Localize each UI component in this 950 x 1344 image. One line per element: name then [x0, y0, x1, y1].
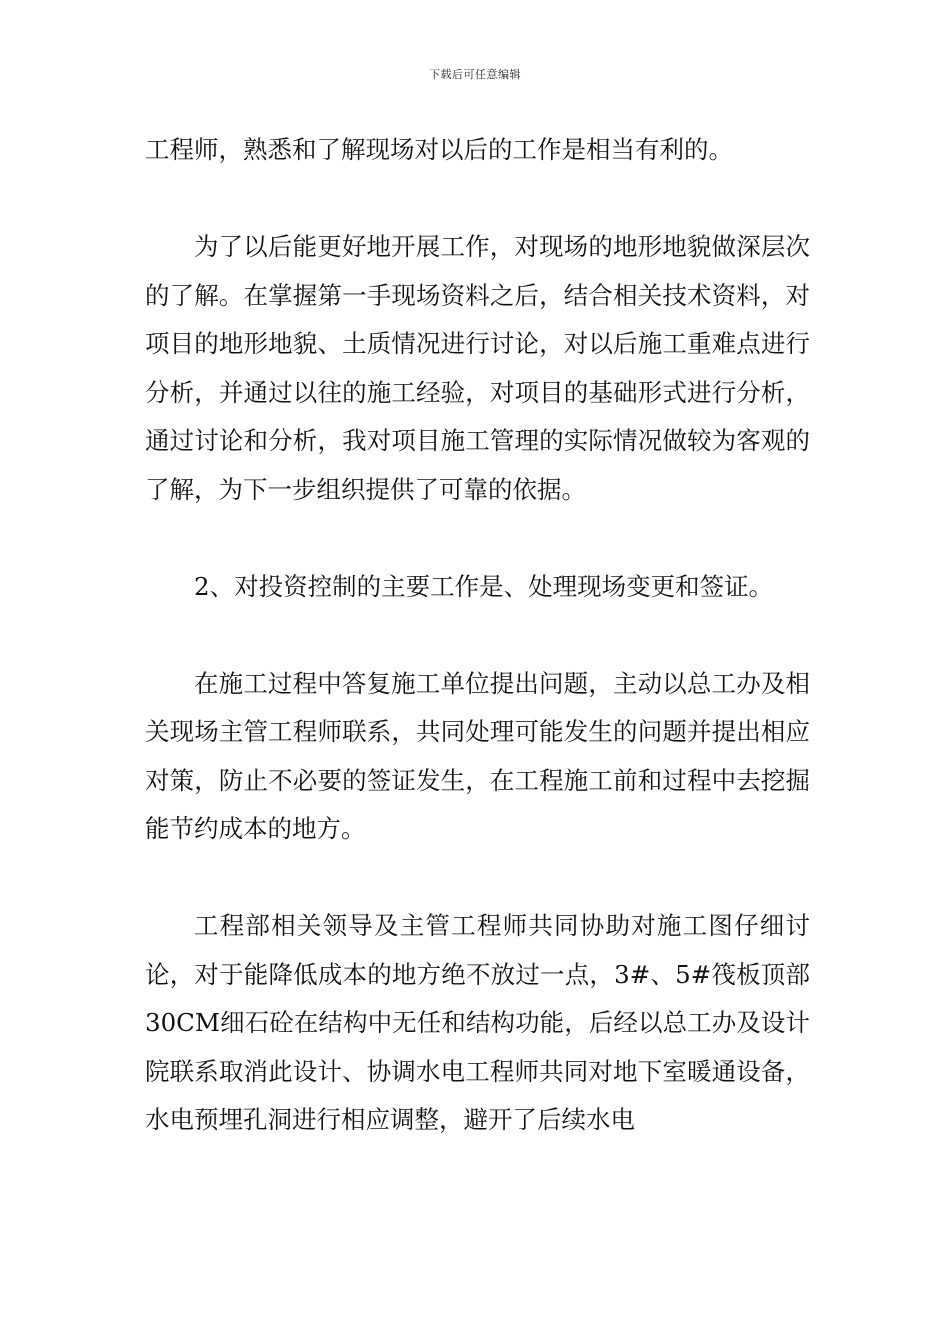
section-heading-investment-control: 2、对投资控制的主要工作是、处理现场变更和签证。: [194, 571, 774, 601]
paragraph-gap: [145, 854, 810, 903]
paragraph-construction-process: 在施工过程中答复施工单位提出问题，主动以总工办及相关现场主管工程师联系，共同处理可能发生的问题并提出相应对策，防止不必要的签证发生，在工程施工前和过程中去挖掘能节约成本的地方。: [145, 668, 810, 843]
paragraph-site-survey: 为了以后能更好地开展工作，对现场的地形地貌做深层次的了解。在掌握第一手现场资料之后，结合相关技术资料，对项目的地形地貌、土质情况进行讨论，对以后施工重难点进行分析，并通过以往的施工经验，对项目的基础形式进行分析，通过讨论和分析，我对项目施工管理的实际情况做较为客观的了解，为下一步组织提供了可靠的依据。: [145, 232, 810, 504]
document-body: [145, 126, 810, 1145]
paragraph-gap: [145, 514, 810, 563]
page-header: 下载后可任意编辑: [429, 68, 521, 81]
paragraph-continuation: 工程师，熟悉和了解现场对以后的工作是相当有利的。: [145, 135, 733, 164]
paragraph-gap: [145, 175, 810, 224]
paragraph-cost-reduction: 工程部相关领导及主管工程师共同协助对施工图仔细讨论，对于能降低成本的地方绝不放过一点，3#、5#筏板顶部30CM细石砼在结构中无任和结构功能，后经以总工办及设计院联系取消此设计、协调水电工程师共同对地下室暖通设备，水电预埋孔洞进行相应调整，避开了后续水电: [145, 911, 810, 1134]
paragraph-gap: [145, 611, 810, 660]
